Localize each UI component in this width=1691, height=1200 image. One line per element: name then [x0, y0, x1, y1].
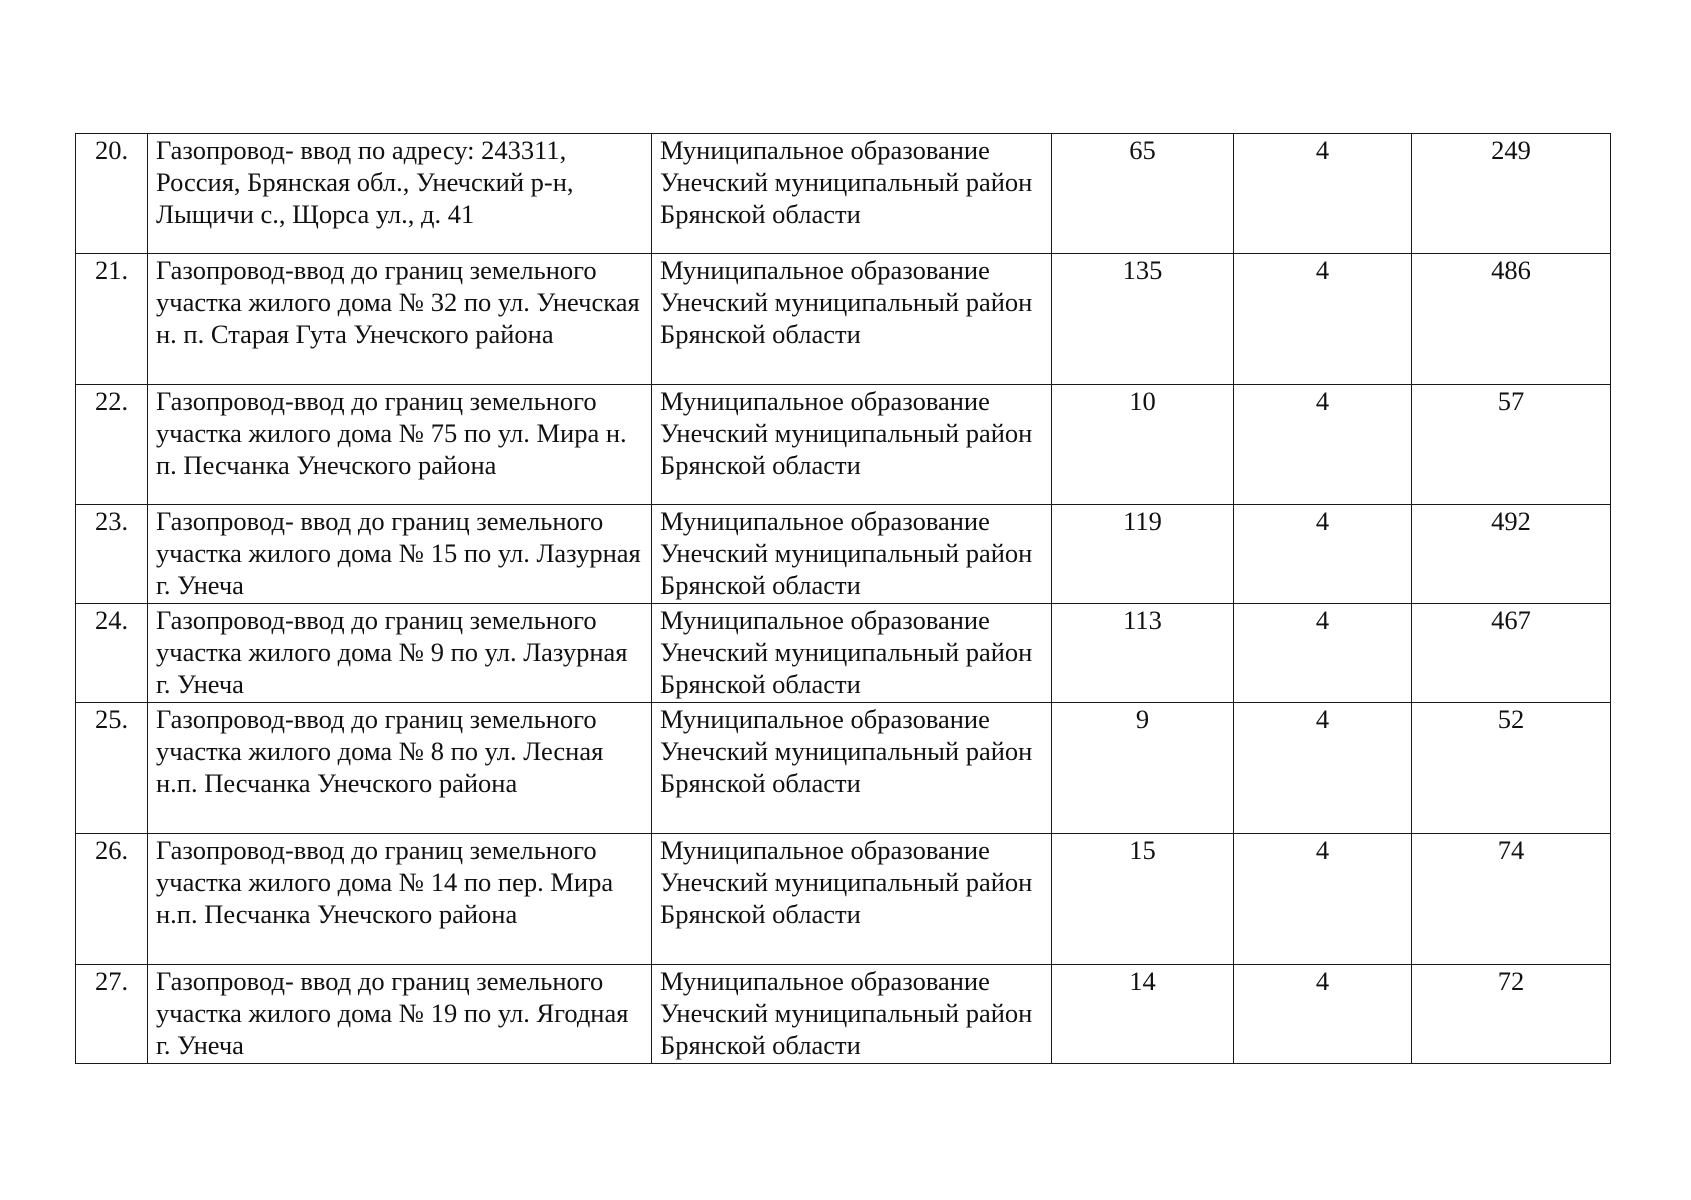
object-name: Газопровод- ввод до границ земельного участка жилого дома № 19 по ул. Ягодная г. Унеча [148, 965, 652, 1064]
cost-value: 57 [1412, 385, 1611, 505]
length-value: 10 [1052, 385, 1234, 505]
object-name: Газопровод-ввод до границ земельного участка жилого дома № 32 по ул. Унечская н. п. Старая Гута Унечского района [148, 254, 652, 385]
diameter-value: 4 [1234, 604, 1412, 703]
diameter-value: 4 [1234, 385, 1412, 505]
diameter-value: 4 [1234, 834, 1412, 965]
owner-name: Муниципальное образование Унечский муниципальный район Брянской области [652, 254, 1052, 385]
table-row [76, 965, 1611, 1064]
object-name: Газопровод-ввод до границ земельного участка жилого дома № 9 по ул. Лазурная г. Унеча [148, 604, 652, 703]
cost-value: 52 [1412, 703, 1611, 834]
length-value: 15 [1052, 834, 1234, 965]
cost-value: 72 [1412, 965, 1611, 1064]
cost-value: 74 [1412, 834, 1611, 965]
row-number: 24. [76, 604, 148, 703]
object-name: Газопровод-ввод до границ земельного участка жилого дома № 8 по ул. Лесная н.п. Песчанка Унечского района [148, 703, 652, 834]
length-value: 65 [1052, 134, 1234, 254]
table-row [76, 134, 1611, 254]
diameter-value: 4 [1234, 703, 1412, 834]
owner-name: Муниципальное образование Унечский муниципальный район Брянской области [652, 703, 1052, 834]
table-row [76, 703, 1611, 834]
object-name: Газопровод-ввод до границ земельного участка жилого дома № 14 по пер. Мира н.п. Песчанка Унечского района [148, 834, 652, 965]
table-row [76, 254, 1611, 385]
owner-name: Муниципальное образование Унечский муниципальный район Брянской области [652, 965, 1052, 1064]
table-row [76, 834, 1611, 965]
row-number: 22. [76, 385, 148, 505]
cost-value: 467 [1412, 604, 1611, 703]
length-value: 9 [1052, 703, 1234, 834]
table-row [76, 385, 1611, 505]
table-row [76, 505, 1611, 604]
object-name: Газопровод- ввод по адресу: 243311, Россия, Брянская обл., Унечский р-н, Лыщичи с., Щорса ул., д. 41 [148, 134, 652, 254]
cost-value: 486 [1412, 254, 1611, 385]
row-number: 25. [76, 703, 148, 834]
owner-name: Муниципальное образование Унечский муниципальный район Брянской области [652, 505, 1052, 604]
diameter-value: 4 [1234, 134, 1412, 254]
diameter-value: 4 [1234, 254, 1412, 385]
owner-name: Муниципальное образование Унечский муниципальный район Брянской области [652, 385, 1052, 505]
length-value: 119 [1052, 505, 1234, 604]
owner-name: Муниципальное образование Унечский муниципальный район Брянской области [652, 834, 1052, 965]
object-name: Газопровод-ввод до границ земельного участка жилого дома № 75 по ул. Мира н. п. Песчанка Унечского района [148, 385, 652, 505]
row-number: 21. [76, 254, 148, 385]
diameter-value: 4 [1234, 965, 1412, 1064]
property-register-table [75, 133, 1611, 1064]
row-number: 20. [76, 134, 148, 254]
owner-name: Муниципальное образование Унечский муниципальный район Брянской области [652, 604, 1052, 703]
owner-name: Муниципальное образование Унечский муниципальный район Брянской области [652, 134, 1052, 254]
length-value: 113 [1052, 604, 1234, 703]
row-number: 26. [76, 834, 148, 965]
diameter-value: 4 [1234, 505, 1412, 604]
row-number: 23. [76, 505, 148, 604]
table-row [76, 604, 1611, 703]
object-name: Газопровод- ввод до границ земельного участка жилого дома № 15 по ул. Лазурная г. Унеча [148, 505, 652, 604]
cost-value: 249 [1412, 134, 1611, 254]
length-value: 14 [1052, 965, 1234, 1064]
cost-value: 492 [1412, 505, 1611, 604]
row-number: 27. [76, 965, 148, 1064]
length-value: 135 [1052, 254, 1234, 385]
